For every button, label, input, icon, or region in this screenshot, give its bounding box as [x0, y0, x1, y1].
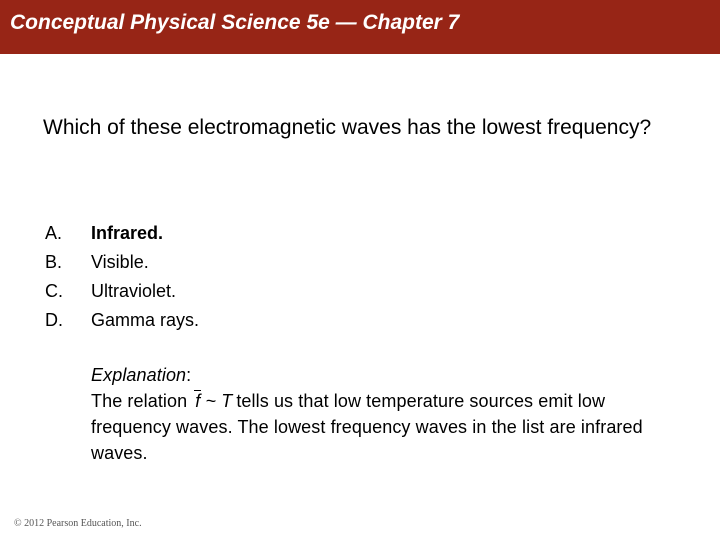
explanation-label: Explanation	[91, 365, 187, 385]
choice-text: Gamma rays.	[91, 310, 200, 330]
formula-proportional-symbol: ~	[205, 391, 217, 411]
choice-letter: C.	[45, 281, 63, 301]
explanation-suffix: tells us that low temperature sources emit low frequency waves. The lowest frequency waves in the list are infrared waves.	[91, 391, 643, 463]
slide-header-bar	[0, 0, 720, 54]
formula-f-bar: f	[195, 388, 200, 414]
choice-text: Ultraviolet.	[91, 281, 177, 301]
choice-letter: D.	[45, 310, 63, 330]
explanation	[91, 362, 681, 466]
relation-formula	[195, 391, 232, 411]
formula-t: T	[221, 391, 233, 411]
explanation-body	[91, 388, 681, 466]
copyright-notice: © 2012 Pearson Education, Inc.	[14, 518, 142, 529]
explanation-prefix: The relation	[91, 391, 188, 411]
explanation-heading	[91, 362, 681, 388]
explanation-colon: :	[186, 365, 192, 385]
choice-text: Infrared.	[91, 223, 164, 243]
question-text: Which of these electromagnetic waves has the lowest frequency?	[43, 116, 652, 139]
choice-letter: A.	[45, 223, 63, 243]
choice-text: Visible.	[91, 252, 149, 272]
slide-title: Conceptual Physical Science 5e — Chapter 7	[10, 11, 460, 34]
choice-letter: B.	[45, 252, 63, 272]
